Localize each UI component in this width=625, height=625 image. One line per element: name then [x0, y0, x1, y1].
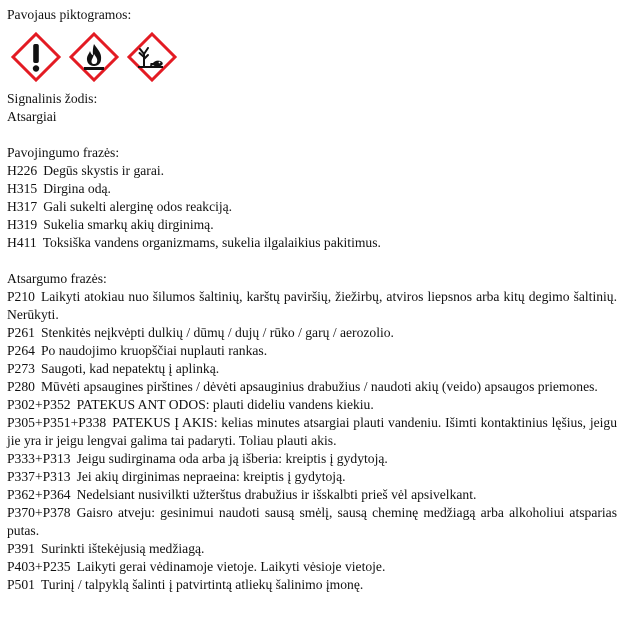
hazard-text: Toksiška vandens organizmams, sukelia ilgalaikius pakitimus.	[42, 235, 381, 250]
precaution-code: P210	[7, 289, 35, 304]
precaution-code: P403+P235	[7, 559, 71, 574]
hazard-item	[7, 180, 617, 198]
hazard-text: Sukelia smarkų akių dirginimą.	[43, 217, 214, 232]
precaution-code: P391	[7, 541, 35, 556]
precaution-item	[7, 360, 617, 378]
precaution-code: P273	[7, 361, 35, 376]
precaution-text: Gaisro atveju: gesinimui naudoti sausą smėlį, sausą cheminę medžiagą arba alkoholiui atsparias putas.	[7, 505, 617, 538]
signal-value: Atsargiai	[7, 109, 57, 124]
precaution-text: PATEKUS ANT ODOS: plauti dideliu vandens kiekiu.	[76, 397, 374, 412]
hazard-code: H315	[7, 181, 38, 196]
precaution-text: Saugoti, kad nepatektų į aplinką.	[40, 361, 220, 376]
flame-icon	[69, 32, 119, 82]
precaution-item	[7, 288, 617, 324]
precaution-text: PATEKUS Į AKIS: kelias minutes atsargiai plauti vandeniu. Išimti kontaktinius lęšius, jeigu jie yra ir jeigu lengvai galima tai padaryti. Toliau plauti akis.	[7, 415, 617, 448]
precaution-item	[7, 576, 617, 594]
precaution-text: Po naudojimo kruopščiai nuplauti rankas.	[40, 343, 268, 358]
hazard-title: Pavojingumo frazės:	[7, 145, 120, 160]
precaution-code: P370+P378	[7, 505, 71, 520]
pictograms-title: Pavojaus piktogramos:	[7, 7, 132, 22]
hazard-text: Dirgina odą.	[43, 181, 111, 196]
precaution-code: P264	[7, 343, 35, 358]
hazard-code: H411	[7, 235, 37, 250]
pictogram-row	[11, 32, 617, 82]
hazard-code: H226	[7, 163, 38, 178]
precaution-item	[7, 378, 617, 396]
precaution-item	[7, 558, 617, 576]
precaution-list	[7, 288, 617, 594]
precaution-text: Nedelsiant nusivilkti užterštus drabužius ir išskalbti prieš vėl apsivelkant.	[76, 487, 477, 502]
precaution-text: Laikyti atokiau nuo šilumos šaltinių, karštų paviršių, žiežirbų, atviros liepsnos arba kitų degimo šaltinių. Nerūkyti.	[7, 289, 617, 322]
hazard-code: H317	[7, 199, 38, 214]
hazard-list	[7, 162, 617, 252]
precaution-item	[7, 540, 617, 558]
precaution-code: P305+P351+P338	[7, 415, 107, 430]
precaution-text: Turinį / talpyklą šalinti į patvirtintą atliekų šalinimo įmonę.	[40, 577, 364, 592]
precaution-code: P261	[7, 325, 35, 340]
precaution-item	[7, 414, 617, 450]
precaution-text: Stenkitės neįkvėpti dulkių / dūmų / dujų / rūko / garų / aerozolio.	[40, 325, 394, 340]
hazard-item	[7, 234, 617, 252]
hazard-item	[7, 162, 617, 180]
precaution-code: P302+P352	[7, 397, 71, 412]
precaution-item	[7, 324, 617, 342]
precaution-code: P501	[7, 577, 35, 592]
precaution-item	[7, 468, 617, 486]
precaution-code: P333+P313	[7, 451, 71, 466]
precaution-text: Mūvėti apsaugines pirštines / dėvėti apsauginius drabužius / naudoti akių (veido) apsaugos priemones.	[40, 379, 598, 394]
precaution-code: P362+P364	[7, 487, 71, 502]
hazard-item	[7, 198, 617, 216]
exclamation-mark-icon	[11, 32, 61, 82]
precaution-item	[7, 486, 617, 504]
precaution-code: P280	[7, 379, 35, 394]
signal-title: Signalinis žodis:	[7, 91, 98, 106]
environment-icon	[127, 32, 177, 82]
precaution-text: Laikyti gerai vėdinamoje vietoje. Laikyti vėsioje vietoje.	[76, 559, 386, 574]
precaution-text: Jei akių dirginimas nepraeina: kreiptis į gydytoją.	[76, 469, 346, 484]
hazard-item	[7, 216, 617, 234]
precaution-code: P337+P313	[7, 469, 71, 484]
precaution-item	[7, 504, 617, 540]
hazard-code: H319	[7, 217, 38, 232]
hazard-text: Degūs skystis ir garai.	[43, 163, 165, 178]
precaution-title: Atsargumo frazės:	[7, 271, 107, 286]
precaution-text: Jeigu sudirginama oda arba ją išberia: kreiptis į gydytoją.	[76, 451, 388, 466]
precaution-item	[7, 342, 617, 360]
precaution-text: Surinkti ištekėjusią medžiagą.	[40, 541, 205, 556]
precaution-item	[7, 450, 617, 468]
hazard-text: Gali sukelti alerginę odos reakciją.	[43, 199, 233, 214]
precaution-item	[7, 396, 617, 414]
